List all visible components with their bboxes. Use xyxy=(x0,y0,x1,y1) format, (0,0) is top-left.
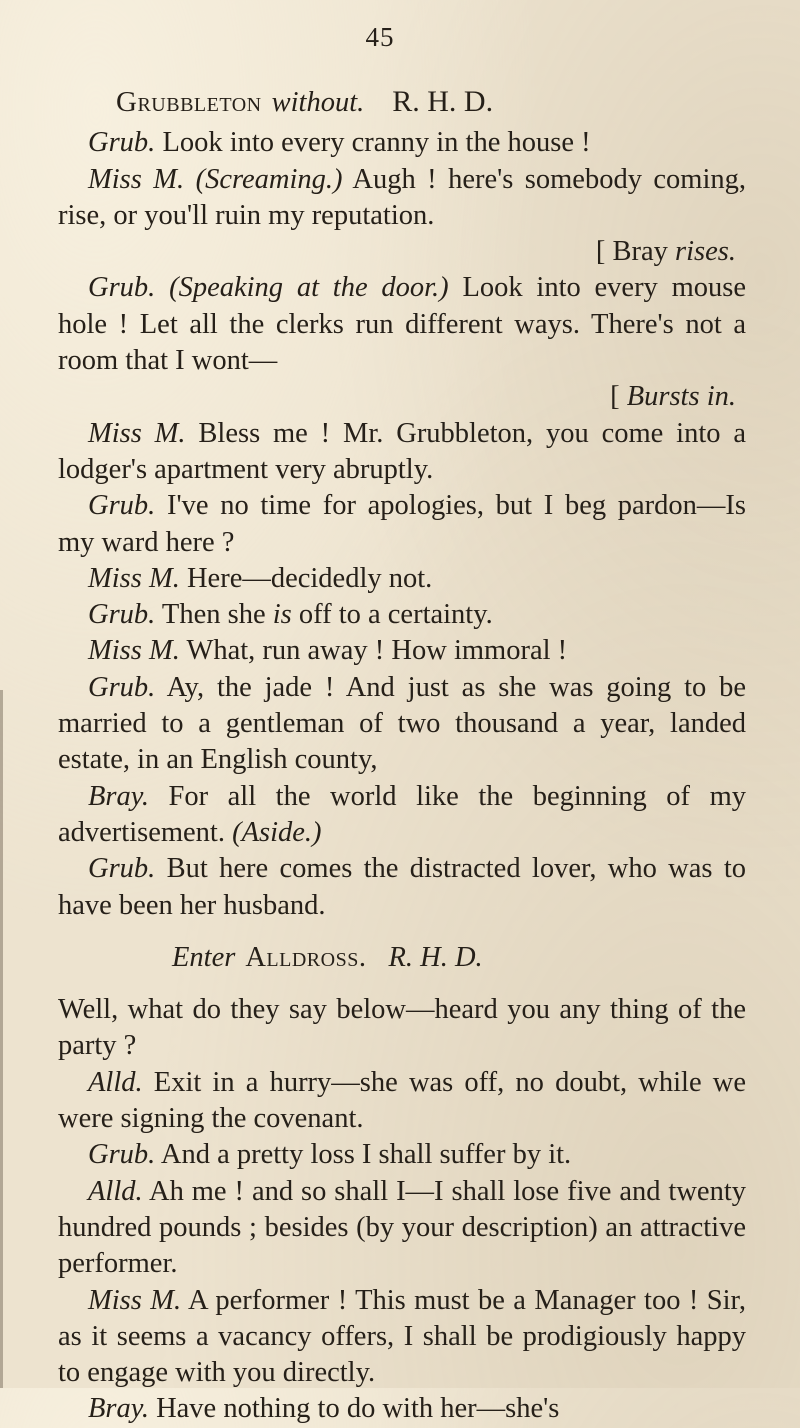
speaker: Grub. xyxy=(88,1139,156,1171)
direction-italic: rises. xyxy=(675,236,736,268)
entrance-position: R. H. D. xyxy=(388,941,483,973)
heading-position: R. H. D. xyxy=(392,85,494,118)
stage-direction: (Aside.) xyxy=(232,816,322,848)
speech-text: Have nothing to do with her—she's xyxy=(148,1393,560,1425)
speech-11 xyxy=(58,851,746,924)
speech-10 xyxy=(58,779,746,852)
direction-text: [ Bray xyxy=(595,236,676,268)
speech-text: off to a certainty. xyxy=(291,599,493,631)
speech-7 xyxy=(58,597,746,633)
speech-text: Ay, the jade ! And just as she was going to be married to a gentleman of two thousand a year, landed estate, in an English county, xyxy=(58,671,746,776)
speech-text: But here comes the distracted lover, who was to have been her husband. xyxy=(58,853,746,921)
speech-15 xyxy=(58,1174,746,1283)
speaker: Alld. xyxy=(88,1175,143,1207)
speaker: Miss M. xyxy=(88,417,186,449)
speech-16 xyxy=(58,1283,746,1392)
stage-direction: (Speaking at the door.) xyxy=(169,272,449,304)
speech-8 xyxy=(58,633,746,669)
speech-17 xyxy=(58,1391,746,1427)
speech-5 xyxy=(58,488,746,561)
speech-text: What, run away ! How immoral ! xyxy=(179,635,568,667)
scene-heading xyxy=(58,84,746,121)
speech-text: Ah me ! and so shall I—I shall lose five and twenty hundred pounds ; besides (by your description) an attractive performer. xyxy=(58,1175,746,1280)
speech-13 xyxy=(58,1065,746,1138)
speaker: Miss M. xyxy=(88,1284,182,1316)
heading-character: Grubbleton xyxy=(116,86,262,118)
speaker: Bray. xyxy=(88,1393,149,1425)
speech-text: Exit in a hurry—she was off, no doubt, while we were signing the covenant. xyxy=(58,1066,746,1135)
direction-text: [ xyxy=(610,381,627,413)
speech-4 xyxy=(58,416,746,489)
play-text xyxy=(58,84,746,1428)
speech-text: Then she xyxy=(155,599,273,631)
speaker: Grub. xyxy=(88,272,156,304)
stage-direction-bursts-in xyxy=(58,379,746,415)
speaker: Miss M. xyxy=(88,635,180,667)
speech-1 xyxy=(58,125,746,161)
speech-12 xyxy=(58,992,746,1065)
enter-word: Enter xyxy=(172,941,236,973)
direction-italic: Bursts in. xyxy=(626,381,736,413)
speech-text: Bless me ! Mr. Grubbleton, you come into a lodger's apartment very abruptly. xyxy=(58,417,746,485)
speech-text: Augh ! here's somebody coming, rise, or you'll ruin my reputation. xyxy=(58,163,746,231)
speaker: Grub. xyxy=(88,599,156,631)
page-number: 45 xyxy=(365,22,395,52)
speech-3 xyxy=(58,270,746,379)
speaker: Grub. xyxy=(88,490,156,522)
speech-text: Look into every mouse hole ! Let all the clerks run different ways. There's not a room that I wont— xyxy=(58,272,746,377)
heading-direction: without. xyxy=(271,87,365,118)
speaker: Grub. xyxy=(88,127,156,159)
speech-2 xyxy=(58,162,746,235)
speech-text: Look into every cranny in the house ! xyxy=(155,127,591,159)
entering-character: Alldross. xyxy=(245,941,367,973)
stage-direction-bray-rises xyxy=(58,234,746,270)
speech-text: Well, what do they say below—heard you any thing of the party ? xyxy=(58,994,746,1062)
speech-14 xyxy=(58,1137,746,1173)
speaker: Alld. xyxy=(88,1066,143,1098)
speaker: Miss M. xyxy=(88,163,185,195)
speech-text: For all the world like the beginning of my advertisement. xyxy=(58,780,746,848)
speech-text: I've no time for apologies, but I beg pardon—Is my ward here ? xyxy=(58,490,746,558)
speech-6 xyxy=(58,561,746,597)
emphasis: is xyxy=(272,599,292,631)
speech-text: Here—decidedly not. xyxy=(179,562,433,594)
binding-edge-shadow xyxy=(0,690,3,1388)
speech-9 xyxy=(58,670,746,779)
entrance-direction xyxy=(58,940,746,976)
speaker: Bray. xyxy=(88,780,149,812)
stage-direction: (Screaming.) xyxy=(195,163,343,195)
speaker: Grub. xyxy=(88,853,156,885)
speech-text: A performer ! This must be a Manager too ! Sir, as it seems a vacancy offers, I shall be prodigiously happy to engage with you directly. xyxy=(58,1284,747,1389)
speaker: Miss M. xyxy=(88,562,180,594)
speech-text: And a pretty loss I shall suffer by it. xyxy=(155,1139,572,1171)
speaker: Grub. xyxy=(88,671,156,703)
